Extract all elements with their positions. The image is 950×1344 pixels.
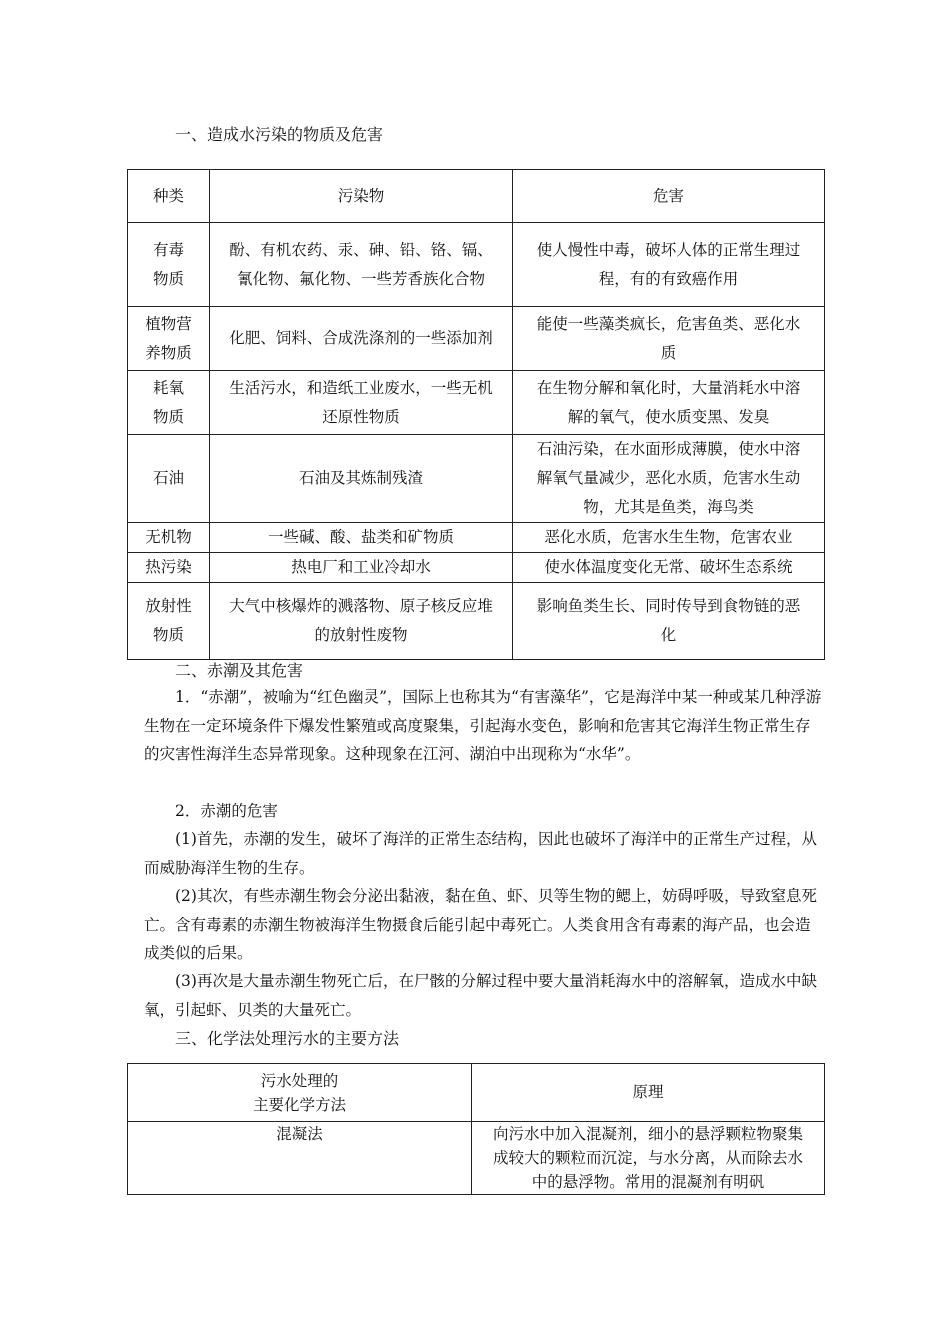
table-row — [128, 1122, 825, 1195]
cell-harm: 在生物分解和氧化时，大量消耗水中溶 解的氧气，使水质变黑、发臭 — [513, 371, 825, 435]
paragraph-harm-2: (2)其次，有些赤潮生物会分泌出黏液，黏在鱼、虾、贝等生物的鳃上，妨碍呼吸，导致窒息死亡。含有毒素的赤潮生物被海洋生物摄食后能引起中毒死亡。人类食用含有毒素的海产品，也会造成类似的后果。 — [144, 887, 817, 962]
cell-type: 无机物 — [128, 523, 210, 553]
header-method: 污水处理的 主要化学方法 — [128, 1064, 472, 1122]
cell-pollutant: 生活污水，和造纸工业废水，一些无机 还原性物质 — [210, 371, 513, 435]
paragraph-harm-3: (3)再次是大量赤潮生物死亡后，在尸骸的分解过程中要大量消耗海水中的溶解氧，造成水中缺氧，引起虾、贝类的大量死亡。 — [144, 972, 817, 1019]
cell-pollutant: 石油及其炼制残渣 — [210, 435, 513, 523]
paragraph-harm-1: (1)首先，赤潮的发生，破坏了海洋的正常生态结构，因此也破坏了海洋中的正常生产过程，从而威胁海洋生物的生存。 — [144, 830, 817, 877]
table-row — [128, 371, 825, 435]
header-type: 种类 — [128, 170, 210, 223]
cell-pollutant: 热电厂和工业冷却水 — [210, 553, 513, 583]
cell-harm: 使水体温度变化无常、破坏生态系统 — [513, 553, 825, 583]
section1-heading: 一、造成水污染的物质及危害 — [175, 125, 384, 144]
cell-harm: 能使一些藻类疯长，危害鱼类、恶化水 质 — [513, 307, 825, 371]
cell-method: 混凝法 — [128, 1122, 472, 1195]
cell-type: 放射性 物质 — [128, 583, 210, 660]
cell-harm: 使人慢性中毒，破坏人体的正常生理过 程，有的有致癌作用 — [513, 223, 825, 307]
table-row — [128, 435, 825, 523]
header-harm: 危害 — [513, 170, 825, 223]
table-header-row — [128, 1064, 825, 1122]
cell-type: 植物营 养物质 — [128, 307, 210, 371]
table-row — [128, 523, 825, 553]
table-header-row — [128, 170, 825, 223]
section2-heading: 二、赤潮及其危害 — [175, 661, 304, 680]
cell-pollutant: 一些碱、酸、盐类和矿物质 — [210, 523, 513, 553]
cell-harm: 石油污染，在水面形成薄膜，使水中溶 解氧气量减少，恶化水质，危害水生动 物，尤其是鱼类，海鸟类 — [513, 435, 825, 523]
cell-pollutant: 酚、有机农药、汞、砷、铅、铬、镉、 氰化物、氟化物、一些芳香族化合物 — [210, 223, 513, 307]
cell-harm: 恶化水质，危害水生生物，危害农业 — [513, 523, 825, 553]
table-row — [128, 307, 825, 371]
section3-heading: 三、化学法处理污水的主要方法 — [175, 1029, 400, 1048]
header-principle: 原理 — [472, 1064, 825, 1122]
cell-type: 耗氧 物质 — [128, 371, 210, 435]
pollutant-table — [127, 169, 825, 660]
table-row — [128, 223, 825, 307]
subheading-red-tide-harm: 2．赤潮的危害 — [175, 802, 278, 820]
paragraph-red-tide-definition: 1．“赤潮”，被喻为“红色幽灵”，国际上也称其为“有害藻华”，它是海洋中某一种或某几种浮游生物在一定环境条件下爆发性繁殖或高度聚集，引起海水变色，影响和危害其它海洋生物正常生存的灾害性海洋生态异常现象。这种现象在江河、湖泊中出现称为“水华”。 — [144, 688, 822, 763]
table-row — [128, 583, 825, 660]
cell-pollutant: 大气中核爆炸的溅落物、原子核反应堆 的放射性废物 — [210, 583, 513, 660]
cell-principle: 向污水中加入混凝剂，细小的悬浮颗粒物聚集 成较大的颗粒而沉淀，与水分离，从而除去水 中的悬浮物。常用的混凝剂有明矾 — [472, 1122, 825, 1195]
cell-harm: 影响鱼类生长、同时传导到食物链的恶 化 — [513, 583, 825, 660]
header-pollutant: 污染物 — [210, 170, 513, 223]
cell-type: 热污染 — [128, 553, 210, 583]
table-row — [128, 553, 825, 583]
cell-type: 有毒 物质 — [128, 223, 210, 307]
cell-type: 石油 — [128, 435, 210, 523]
treatment-method-table — [127, 1063, 825, 1195]
cell-pollutant: 化肥、饲料、合成洗涤剂的一些添加剂 — [210, 307, 513, 371]
